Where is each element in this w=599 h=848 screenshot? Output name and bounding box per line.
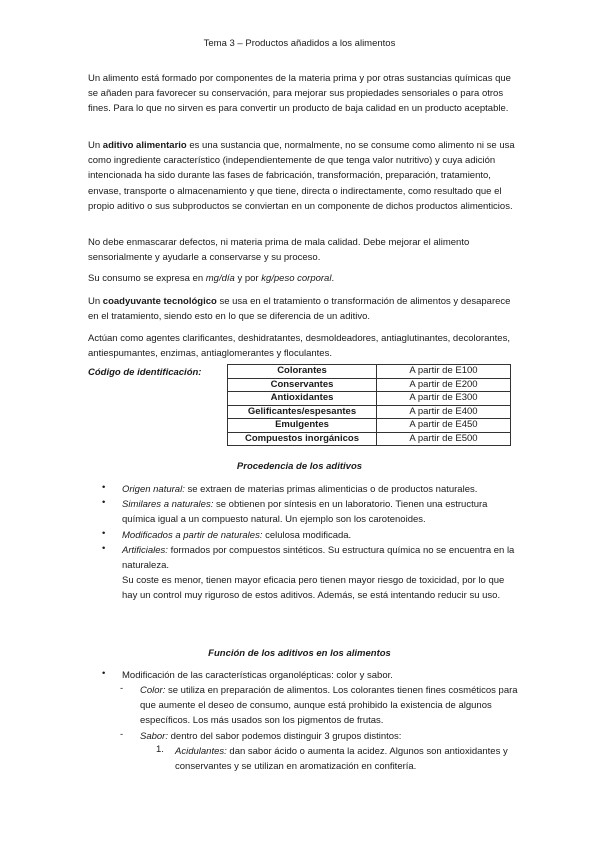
code-name: Compuestos inorgánicos	[228, 432, 377, 446]
origin-term: Artificiales:	[122, 545, 168, 556]
origin-title: Procedencia de los aditivos	[236, 461, 363, 472]
artificial-extra-text: Su coste es menor, tienen mayor eficacia pero tienen mayor riesgo de toxicidad, por lo que hay un control muy riguroso de estos aditivos. Además, se está intentando reducir su uso.	[122, 575, 505, 602]
definition-prefix: Un	[88, 140, 103, 151]
code-range: A partir de E450	[377, 419, 511, 433]
code-range: A partir de E400	[377, 405, 511, 419]
code-range: A partir de E100	[377, 365, 511, 379]
bullet-icon: •	[102, 668, 106, 679]
unit-kg-peso: kg/peso corporal	[261, 273, 332, 284]
definition-text: es una sustancia que, normalmente, no se consume como alimento ni se usa como ingrediente característico (independientemente de que tenga valor nutritivo) y cuya adición intencionada ha sido durante las fases de fabricación, transformación, preparación, tratamiento, envase, transporte o almacenamiento y que tiene, directa o indirectamente, como resultado que el propio aditivo o sus subproductos se conviertan en un componente de dichos productos alimenticios.	[88, 140, 515, 212]
code-range: A partir de E500	[377, 432, 511, 446]
agents-paragraph: Actúan como agentes clarificantes, deshidratantes, desmoldeadores, antiaglutinantes, decolorantes, antiespumantes, enzimas, antiaglomerantes y floculantes.	[88, 333, 510, 360]
page-header: Tema 3 – Productos añadidos a los alimentos	[203, 38, 396, 49]
origin-term: Modificados a partir de naturales:	[122, 530, 263, 541]
function-title: Función de los aditivos en los alimentos	[208, 648, 391, 659]
bullet-icon: •	[102, 543, 106, 554]
coadjuvant-text: se usa en el tratamiento o transformación de alimentos y desaparece en el tratamiento, siendo esto en lo que se diferencia de un aditivo.	[88, 296, 511, 323]
origin-text: formados por compuestos sintéticos. Su estructura química no se encuentra en la naturaleza.	[122, 545, 515, 572]
code-name: Gelificantes/espesantes	[228, 405, 377, 419]
consumption-suffix: .	[331, 273, 335, 284]
origin-item-artificial	[122, 543, 522, 573]
code-range: A partir de E200	[377, 378, 511, 392]
additive-term: aditivo alimentario	[102, 140, 187, 151]
dash-marker: -	[120, 683, 124, 694]
acidulantes-text: dan sabor ácido o aumenta la acidez. Algunos son antioxidantes y conservantes y se utilizan en aromatización en confitería.	[175, 746, 508, 773]
consumption-paragraph	[88, 271, 518, 286]
table-row	[228, 405, 511, 419]
origin-item-similar	[122, 497, 522, 527]
acidulantes-term: Acidulantes:	[175, 746, 227, 757]
code-range: A partir de E300	[377, 392, 511, 406]
origin-term: Similares a naturales:	[122, 499, 214, 510]
consumption-mid: y por	[234, 273, 262, 284]
table-row	[228, 392, 511, 406]
table-row	[228, 365, 511, 379]
requirements-paragraph: No debe enmascarar defectos, ni materia prima de mala calidad. Debe mejorar el alimento sensorialmente y ayudarle a conservarse y su proceso.	[88, 237, 470, 264]
codes-table	[227, 364, 511, 446]
bullet-icon: •	[102, 528, 106, 539]
function-bullet-text: Modificación de las características organolépticas: color y sabor.	[122, 670, 393, 681]
list-number: 1.	[156, 744, 164, 755]
color-item	[140, 683, 520, 729]
table-row	[228, 419, 511, 433]
sabor-item	[140, 729, 520, 744]
color-term: Color:	[140, 685, 166, 696]
code-label: Código de identificación:	[88, 367, 202, 378]
origin-term: Origen natural:	[122, 484, 185, 495]
table-row	[228, 432, 511, 446]
additive-definition-paragraph	[88, 138, 518, 214]
unit-mg-dia: mg/día	[205, 273, 235, 284]
table-row	[228, 378, 511, 392]
code-name: Antioxidantes	[228, 392, 377, 406]
coadjuvant-term: coadyuvante tecnológico	[102, 296, 217, 307]
origin-text: celulosa modificada.	[262, 530, 352, 541]
code-name: Conservantes	[228, 378, 377, 392]
coadjuvant-prefix: Un	[88, 296, 103, 307]
intro-paragraph: Un alimento está formado por componentes de la materia prima y por otras sustancias químicas que se añaden para favorecer su conservación, para mejorar sus propiedades sensoriales o para otros fines. Para lo que no sirven es para convertir un producto de baja calidad en un producto aceptable.	[88, 73, 511, 115]
sabor-term: Sabor:	[140, 731, 168, 742]
origin-item-natural	[122, 482, 522, 497]
bullet-icon: •	[102, 497, 106, 508]
dash-marker: -	[120, 729, 124, 740]
bullet-icon: •	[102, 482, 106, 493]
origin-item-modified	[122, 528, 522, 543]
code-name: Colorantes	[228, 365, 377, 379]
origin-text: se obtienen por síntesis en un laboratorio. Tienen una estructura química igual a un compuesto natural. Un ejemplo son los carotenoides.	[122, 499, 488, 526]
sabor-text: dentro del sabor podemos distinguir 3 grupos distintos:	[168, 731, 402, 742]
coadjuvant-paragraph	[88, 294, 518, 324]
code-name: Emulgentes	[228, 419, 377, 433]
origin-text: se extraen de materias primas alimenticias o de productos naturales.	[184, 484, 478, 495]
acidulantes-item	[175, 744, 520, 774]
consumption-prefix: Su consumo se expresa en	[88, 273, 206, 284]
color-text: se utiliza en preparación de alimentos. Los colorantes tienen fines cosméticos para que aumente el deseo de consumo, aunque está prohibido la existencia de algunos específicos. Los más usados son los pigmentos de frutas.	[140, 685, 518, 727]
